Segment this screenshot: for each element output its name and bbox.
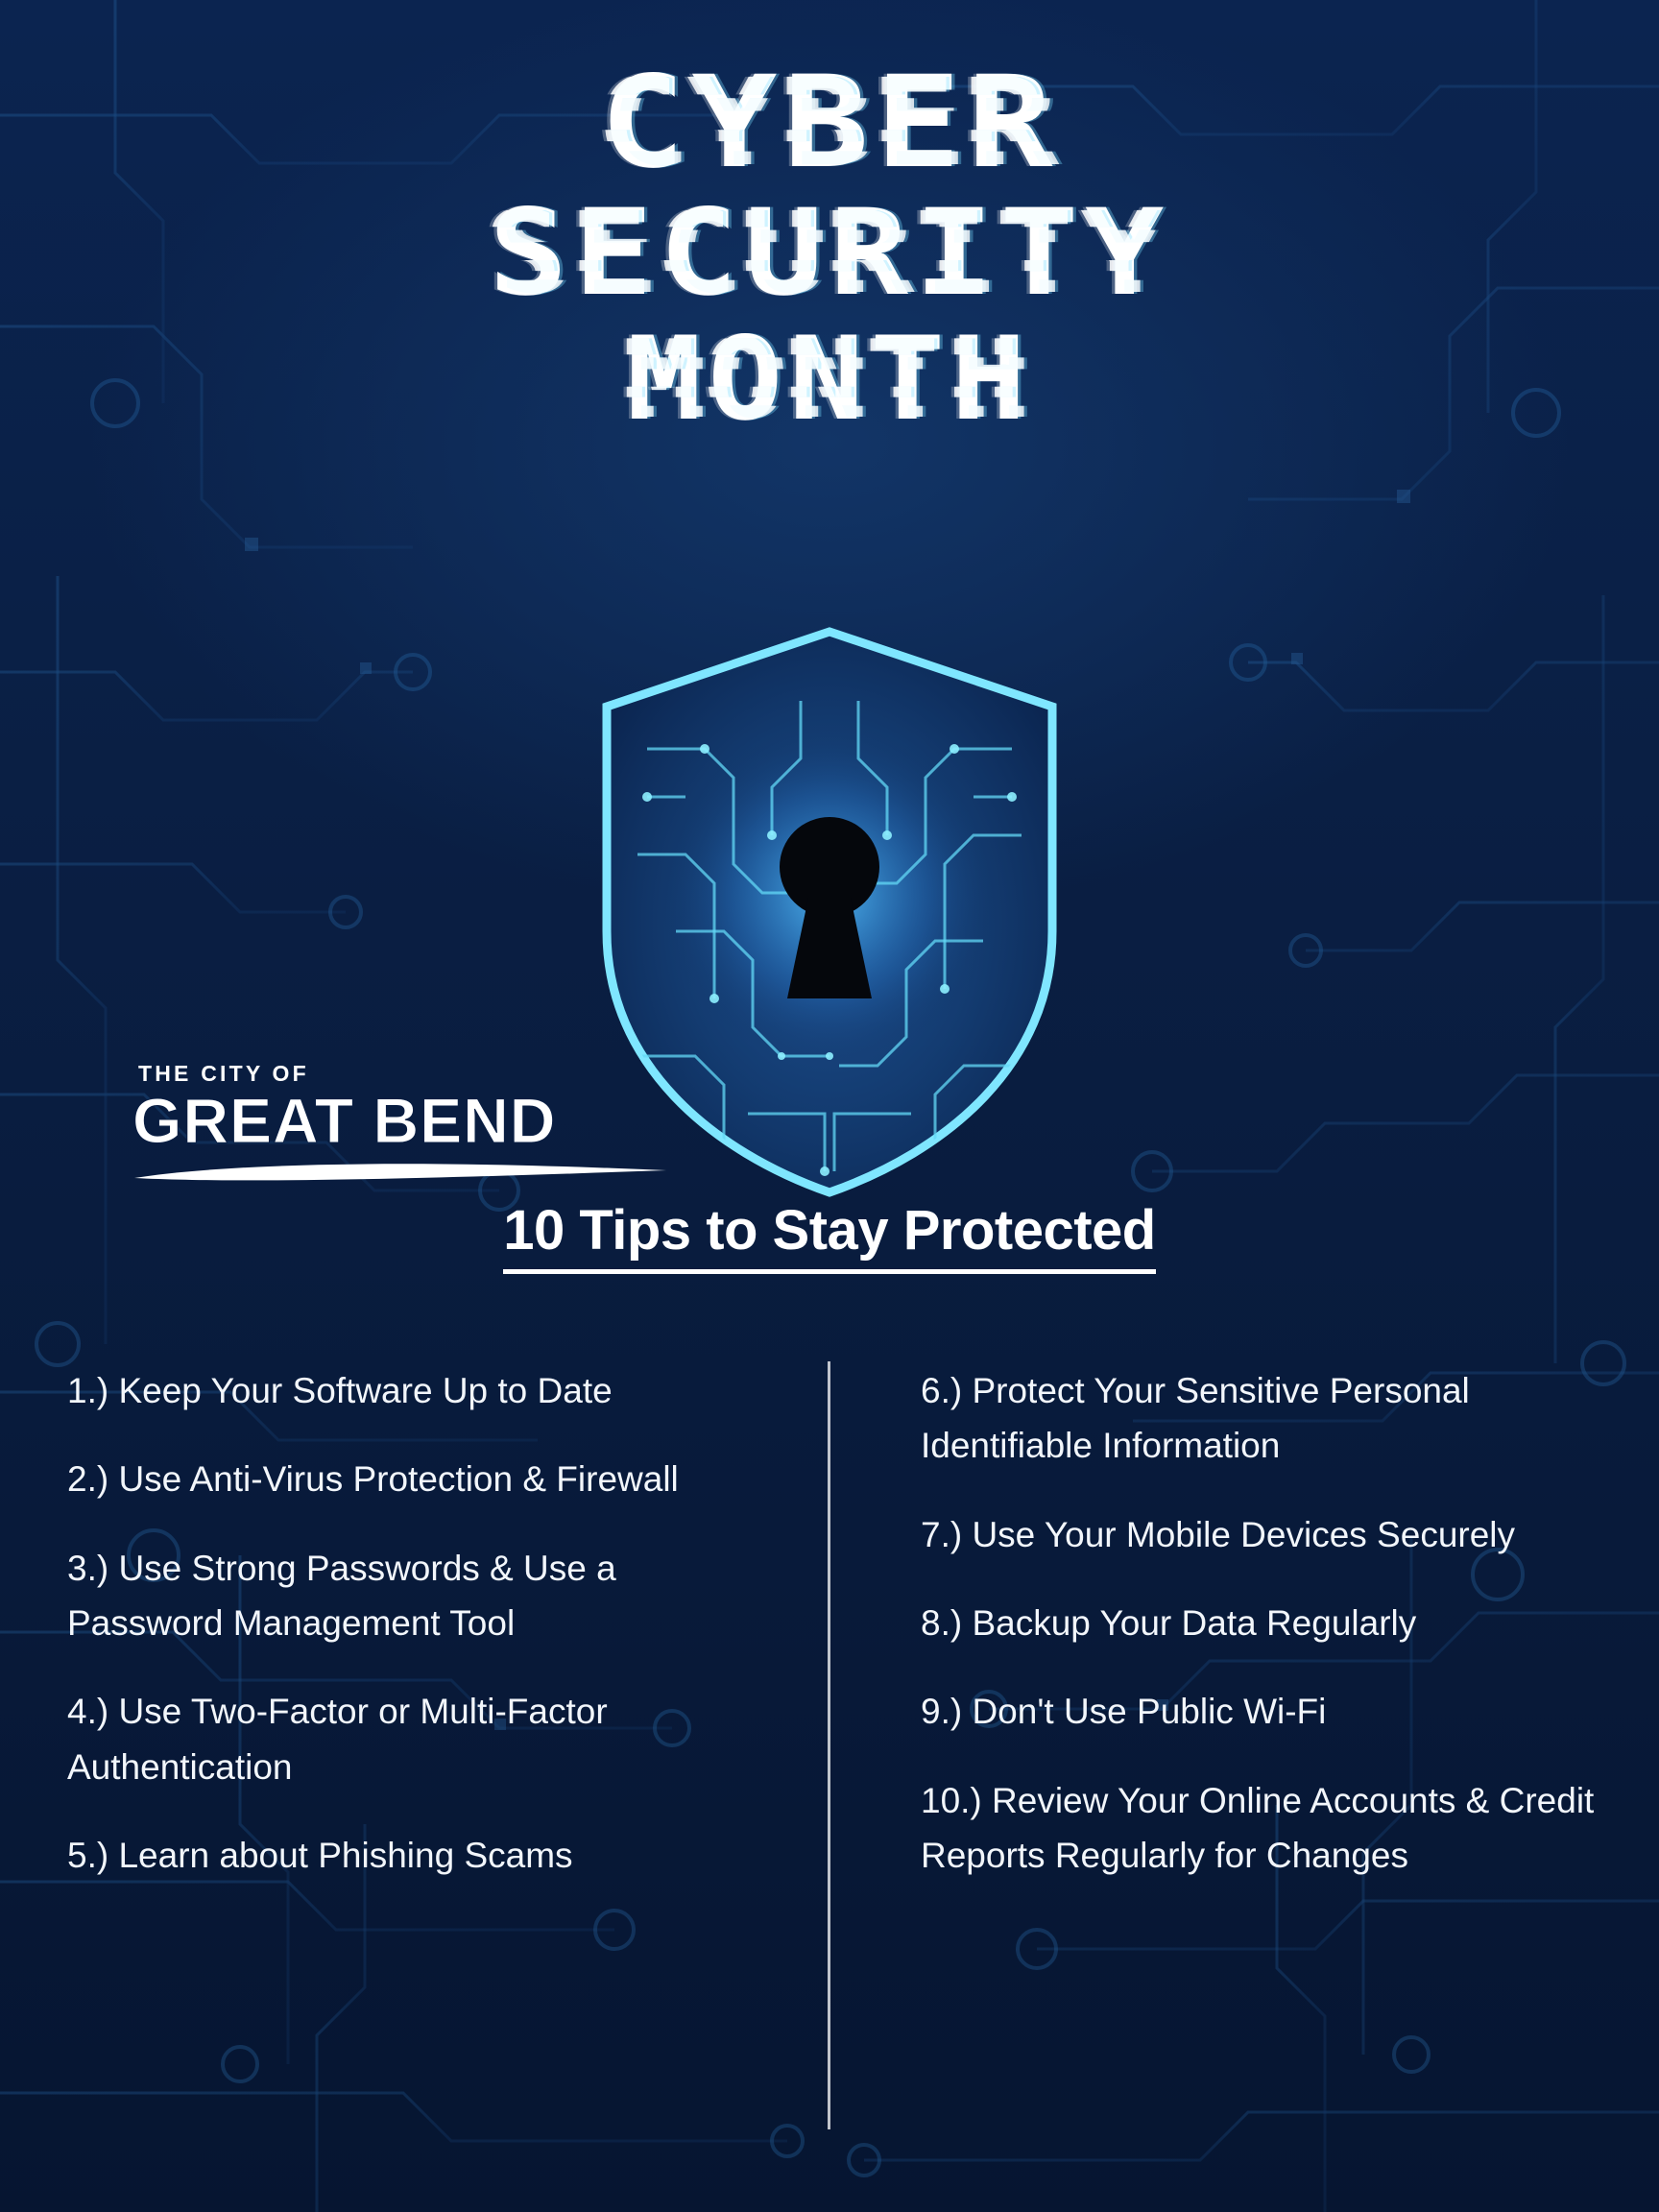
list-item: 4.) Use Two-Factor or Multi-Factor Authentication [67, 1692, 608, 1787]
list-item: 5.) Learn about Phishing Scams [67, 1836, 573, 1876]
city-logo [132, 1061, 680, 1184]
logo-line-small: THE CITY OF [138, 1061, 309, 1086]
tips-list [0, 1363, 1659, 2131]
tips-column-left [0, 1363, 830, 2131]
list-item: 6.) Protect Your Sensitive Personal Identifiable Information [921, 1371, 1470, 1466]
poster-title [0, 49, 1659, 446]
list-item: 2.) Use Anti-Virus Protection & Firewall [67, 1459, 679, 1500]
page-subtitle [0, 1198, 1659, 1262]
list-item: 10.) Review Your Online Accounts & Credit Reports Regularly for Changes [921, 1780, 1595, 1876]
page-subtitle-text: 10 Tips to Stay Protected [503, 1199, 1155, 1274]
list-item: 7.) Use Your Mobile Devices Securely [921, 1514, 1516, 1554]
title-line-3: MONTH MONTH MONTH [0, 323, 1659, 438]
logo-swash [132, 1159, 670, 1184]
list-item: 8.) Backup Your Data Regularly [921, 1603, 1417, 1644]
title-line-1: CYBER CYBER CYBER [0, 60, 1659, 186]
list-item: 3.) Use Strong Passwords & Use a Password Management Tool [67, 1548, 616, 1644]
logo-line-big: GREAT BEND [132, 1085, 557, 1156]
tips-column-right [830, 1363, 1659, 2131]
list-item: 9.) Don't Use Public Wi-Fi [921, 1692, 1327, 1732]
title-line-2: SECURITY SECURITY SECURITY [0, 194, 1659, 313]
list-item: 1.) Keep Your Software Up to Date [67, 1371, 613, 1410]
